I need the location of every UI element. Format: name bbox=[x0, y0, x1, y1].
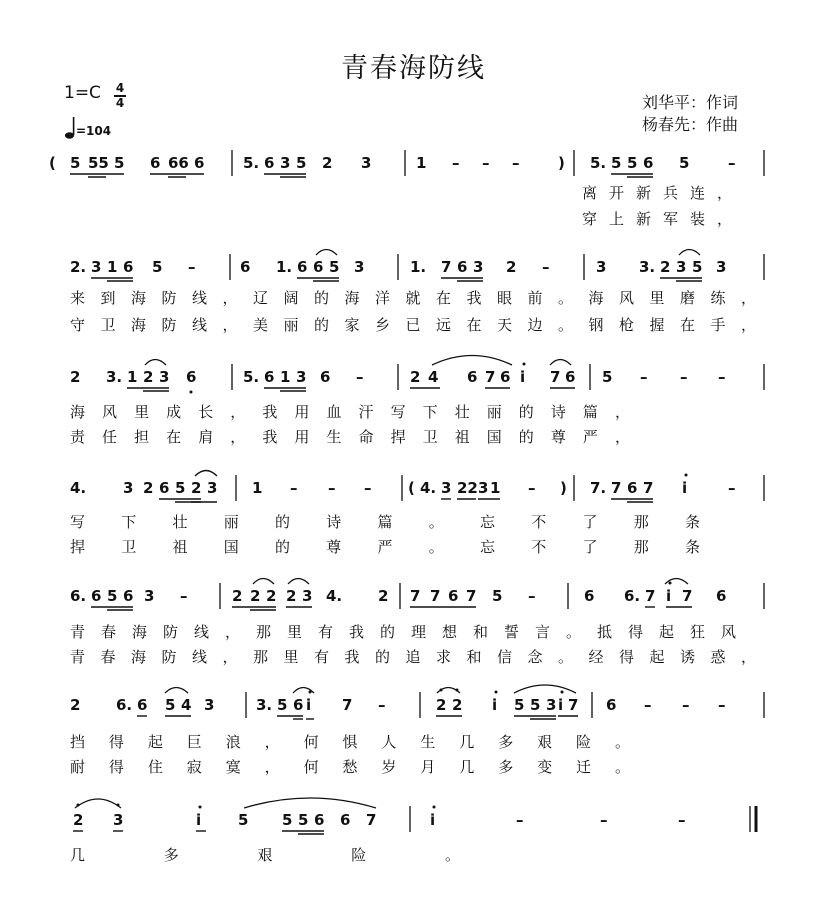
svg-text:6: 6 bbox=[194, 154, 205, 172]
svg-text:–: – bbox=[728, 479, 736, 497]
svg-text:5: 5 bbox=[282, 811, 293, 829]
svg-text:3: 3 bbox=[280, 154, 291, 172]
svg-text:2: 2 bbox=[266, 587, 277, 605]
svg-text:6: 6 bbox=[584, 587, 595, 605]
svg-text:2: 2 bbox=[506, 258, 517, 276]
svg-text:7: 7 bbox=[611, 479, 622, 497]
svg-text:(: ( bbox=[408, 479, 415, 497]
svg-text:2: 2 bbox=[143, 479, 154, 497]
svg-text:4.: 4. bbox=[420, 479, 437, 497]
svg-text:6: 6 bbox=[159, 479, 170, 497]
svg-text:–: – bbox=[528, 479, 536, 497]
svg-text:–: – bbox=[188, 258, 196, 276]
svg-text:2: 2 bbox=[436, 696, 447, 714]
lyric-line-6-verse-2: 耐得住寂寞，何愁岁月几多变迁。 bbox=[70, 758, 630, 776]
svg-text:–: – bbox=[482, 154, 490, 172]
svg-text:i: i bbox=[558, 696, 564, 714]
svg-text:3.: 3. bbox=[639, 258, 656, 276]
svg-text:1: 1 bbox=[416, 154, 427, 172]
svg-text:3.: 3. bbox=[256, 696, 273, 714]
lyricist-credit: 刘华平：作词 bbox=[642, 93, 739, 112]
svg-text:5: 5 bbox=[70, 154, 81, 172]
lyric-line-1-verse-2: 穿上新军装， bbox=[582, 210, 732, 228]
lyric-line-2-verse-1: 来到海防线，辽阔的海洋就在我眼前。海风里磨练， bbox=[70, 289, 756, 307]
svg-text:6: 6 bbox=[264, 368, 275, 386]
svg-text:4.: 4. bbox=[326, 587, 343, 605]
svg-text:6: 6 bbox=[313, 258, 324, 276]
lyric-line-6-verse-1: 挡得起巨浪，何惧人生几多艰险。 bbox=[70, 733, 630, 751]
svg-text:7: 7 bbox=[366, 811, 377, 829]
svg-text:2: 2 bbox=[410, 368, 421, 386]
svg-text:i: i bbox=[682, 479, 688, 497]
svg-text:5: 5 bbox=[627, 154, 638, 172]
svg-text:–: – bbox=[290, 479, 298, 497]
svg-text:–: – bbox=[542, 258, 550, 276]
svg-text:1: 1 bbox=[252, 479, 263, 497]
svg-text:): ) bbox=[560, 479, 567, 497]
svg-text:6: 6 bbox=[293, 696, 304, 714]
lyric-line-4-verse-2: 捍卫祖国的尊严。忘不了那条 bbox=[70, 538, 700, 556]
staff-line-6 bbox=[70, 685, 764, 719]
svg-text:–: – bbox=[180, 587, 188, 605]
svg-text:–: – bbox=[516, 811, 524, 829]
svg-text:6: 6 bbox=[297, 258, 308, 276]
svg-text:3: 3 bbox=[144, 587, 155, 605]
svg-text:2: 2 bbox=[191, 479, 202, 497]
svg-text:–: – bbox=[356, 368, 364, 386]
svg-text:2: 2 bbox=[70, 696, 81, 714]
svg-text:6: 6 bbox=[314, 811, 325, 829]
svg-text:6: 6 bbox=[123, 587, 134, 605]
svg-text:6: 6 bbox=[320, 368, 331, 386]
svg-text:–: – bbox=[452, 154, 460, 172]
staff-line-3 bbox=[70, 356, 764, 394]
svg-text:6: 6 bbox=[340, 811, 351, 829]
svg-text:2: 2 bbox=[143, 368, 154, 386]
svg-text:6: 6 bbox=[264, 154, 275, 172]
svg-text:4.: 4. bbox=[70, 479, 87, 497]
svg-text:5.: 5. bbox=[243, 368, 260, 386]
svg-text:–: – bbox=[718, 696, 726, 714]
svg-text:6: 6 bbox=[150, 154, 161, 172]
svg-text:4: 4 bbox=[181, 696, 192, 714]
staff-line-1 bbox=[49, 150, 764, 177]
lyric-line-5-verse-1: 青春海防线，那里有我的理想和誓言。抵得起狂风 bbox=[70, 623, 736, 641]
svg-text:7: 7 bbox=[550, 368, 561, 386]
svg-text:3: 3 bbox=[716, 258, 727, 276]
svg-text:6: 6 bbox=[716, 587, 727, 605]
svg-text:i: i bbox=[492, 696, 498, 714]
svg-text:7: 7 bbox=[682, 587, 693, 605]
svg-text:5: 5 bbox=[238, 811, 249, 829]
time-signature-bottom: 4 bbox=[115, 95, 125, 110]
svg-text:7: 7 bbox=[645, 587, 656, 605]
svg-text:3: 3 bbox=[478, 479, 489, 497]
svg-text:5: 5 bbox=[114, 154, 125, 172]
svg-text:66: 66 bbox=[168, 154, 189, 172]
svg-text:2: 2 bbox=[250, 587, 261, 605]
svg-text:3: 3 bbox=[473, 258, 484, 276]
svg-text:3: 3 bbox=[361, 154, 372, 172]
svg-text:3.: 3. bbox=[106, 368, 123, 386]
svg-text:5: 5 bbox=[165, 696, 176, 714]
svg-text:5: 5 bbox=[329, 258, 340, 276]
svg-text:1: 1 bbox=[280, 368, 291, 386]
svg-text:2: 2 bbox=[232, 587, 243, 605]
svg-text:6: 6 bbox=[91, 587, 102, 605]
svg-text:i: i bbox=[520, 368, 526, 386]
svg-text:3: 3 bbox=[123, 479, 134, 497]
svg-text:6.: 6. bbox=[116, 696, 133, 714]
svg-text:2: 2 bbox=[322, 154, 333, 172]
lyric-line-3-verse-1: 海风里成长，我用血汗写下壮丽的诗篇， bbox=[70, 403, 630, 421]
svg-text:6: 6 bbox=[448, 587, 459, 605]
svg-text:7: 7 bbox=[568, 696, 579, 714]
svg-text:22: 22 bbox=[457, 479, 478, 497]
svg-text:5: 5 bbox=[514, 696, 525, 714]
svg-text:–: – bbox=[678, 811, 686, 829]
svg-text:5: 5 bbox=[692, 258, 703, 276]
svg-text:6: 6 bbox=[627, 479, 638, 497]
staff-line-2 bbox=[70, 250, 764, 282]
svg-text:7: 7 bbox=[485, 368, 496, 386]
svg-text:5: 5 bbox=[298, 811, 309, 829]
svg-text:i: i bbox=[430, 811, 436, 829]
svg-text:6: 6 bbox=[457, 258, 468, 276]
svg-text:–: – bbox=[680, 368, 688, 386]
svg-text:5: 5 bbox=[175, 479, 186, 497]
svg-text:7: 7 bbox=[466, 587, 477, 605]
svg-text:6: 6 bbox=[606, 696, 617, 714]
svg-text:3: 3 bbox=[596, 258, 607, 276]
svg-text:1: 1 bbox=[127, 368, 138, 386]
svg-text:3: 3 bbox=[113, 811, 124, 829]
svg-text:5: 5 bbox=[107, 587, 118, 605]
svg-text:–: – bbox=[328, 479, 336, 497]
svg-text:3: 3 bbox=[91, 258, 102, 276]
key-signature: 1=C bbox=[64, 83, 101, 103]
svg-text:): ) bbox=[558, 154, 565, 172]
svg-text:5.: 5. bbox=[590, 154, 607, 172]
svg-text:–: – bbox=[718, 368, 726, 386]
svg-text:6: 6 bbox=[186, 368, 197, 386]
svg-text:i: i bbox=[666, 587, 672, 605]
svg-text:2: 2 bbox=[286, 587, 297, 605]
svg-text:–: – bbox=[640, 368, 648, 386]
svg-text:2: 2 bbox=[452, 696, 463, 714]
svg-text:5: 5 bbox=[530, 696, 541, 714]
svg-text:–: – bbox=[682, 696, 690, 714]
svg-text:2: 2 bbox=[73, 811, 84, 829]
svg-text:6: 6 bbox=[467, 368, 478, 386]
tempo-value: =104 bbox=[76, 124, 112, 138]
svg-text:5: 5 bbox=[152, 258, 163, 276]
svg-text:3: 3 bbox=[296, 368, 307, 386]
svg-text:6: 6 bbox=[500, 368, 511, 386]
svg-text:6: 6 bbox=[643, 154, 654, 172]
composer-credit: 杨春先：作曲 bbox=[642, 115, 739, 134]
svg-text:–: – bbox=[378, 696, 386, 714]
svg-text:i: i bbox=[196, 811, 202, 829]
staff-line-4 bbox=[70, 471, 764, 503]
svg-text:3: 3 bbox=[546, 696, 557, 714]
lyric-line-3-verse-2: 责任担在肩，我用生命捍卫祖国的尊严， bbox=[70, 428, 630, 446]
svg-text:4: 4 bbox=[428, 368, 439, 386]
lyric-line-7-verse-1: 几多艰险。 bbox=[70, 846, 460, 864]
svg-text:6.: 6. bbox=[624, 587, 641, 605]
svg-text:3: 3 bbox=[159, 368, 170, 386]
svg-text:5: 5 bbox=[277, 696, 288, 714]
staff-line-5 bbox=[70, 579, 764, 611]
svg-text:–: – bbox=[600, 811, 608, 829]
lyric-line-4-verse-1: 写下壮丽的诗篇。忘不了那条 bbox=[70, 513, 700, 531]
svg-text:1: 1 bbox=[107, 258, 118, 276]
svg-text:2.: 2. bbox=[70, 258, 87, 276]
svg-text:3: 3 bbox=[204, 696, 215, 714]
time-signature-top: 4 bbox=[115, 81, 125, 95]
svg-text:5: 5 bbox=[602, 368, 613, 386]
svg-text:1: 1 bbox=[490, 479, 501, 497]
svg-text:3: 3 bbox=[302, 587, 313, 605]
svg-text:i: i bbox=[306, 696, 312, 714]
svg-text:–: – bbox=[728, 154, 736, 172]
svg-text:1.: 1. bbox=[410, 258, 427, 276]
svg-text:2: 2 bbox=[70, 368, 81, 386]
svg-text:3: 3 bbox=[207, 479, 218, 497]
svg-text:7: 7 bbox=[410, 587, 421, 605]
lyric-line-2-verse-2: 守卫海防线，美丽的家乡已远在天边。钢枪握在手， bbox=[70, 316, 756, 334]
svg-text:6: 6 bbox=[240, 258, 251, 276]
svg-text:5.: 5. bbox=[243, 154, 260, 172]
svg-text:–: – bbox=[644, 696, 652, 714]
svg-text:7: 7 bbox=[430, 587, 441, 605]
svg-text:–: – bbox=[364, 479, 372, 497]
svg-text:3: 3 bbox=[676, 258, 687, 276]
svg-text:55: 55 bbox=[88, 154, 109, 172]
svg-text:7: 7 bbox=[441, 258, 452, 276]
svg-text:7.: 7. bbox=[590, 479, 607, 497]
svg-text:7: 7 bbox=[342, 696, 353, 714]
lyric-line-5-verse-2: 青春海防线，那里有我的追求和信念。经得起诱惑， bbox=[70, 648, 756, 666]
paren-open: ( bbox=[49, 154, 56, 172]
song-title: 青春海防线 bbox=[341, 53, 486, 84]
svg-text:–: – bbox=[528, 587, 536, 605]
svg-text:6.: 6. bbox=[70, 587, 87, 605]
svg-text:5: 5 bbox=[611, 154, 622, 172]
lyric-line-1-verse-1: 离开新兵连， bbox=[582, 184, 732, 202]
svg-text:–: – bbox=[512, 154, 520, 172]
svg-text:2: 2 bbox=[378, 587, 389, 605]
staff-line-7 bbox=[73, 798, 756, 834]
svg-text:3: 3 bbox=[441, 479, 452, 497]
svg-text:5: 5 bbox=[296, 154, 307, 172]
svg-text:2: 2 bbox=[660, 258, 671, 276]
svg-text:5: 5 bbox=[492, 587, 503, 605]
svg-text:7: 7 bbox=[643, 479, 654, 497]
svg-text:6: 6 bbox=[565, 368, 576, 386]
svg-text:6: 6 bbox=[137, 696, 148, 714]
svg-text:6: 6 bbox=[123, 258, 134, 276]
svg-text:5: 5 bbox=[679, 154, 690, 172]
svg-text:3: 3 bbox=[354, 258, 365, 276]
svg-text:1.: 1. bbox=[276, 258, 293, 276]
